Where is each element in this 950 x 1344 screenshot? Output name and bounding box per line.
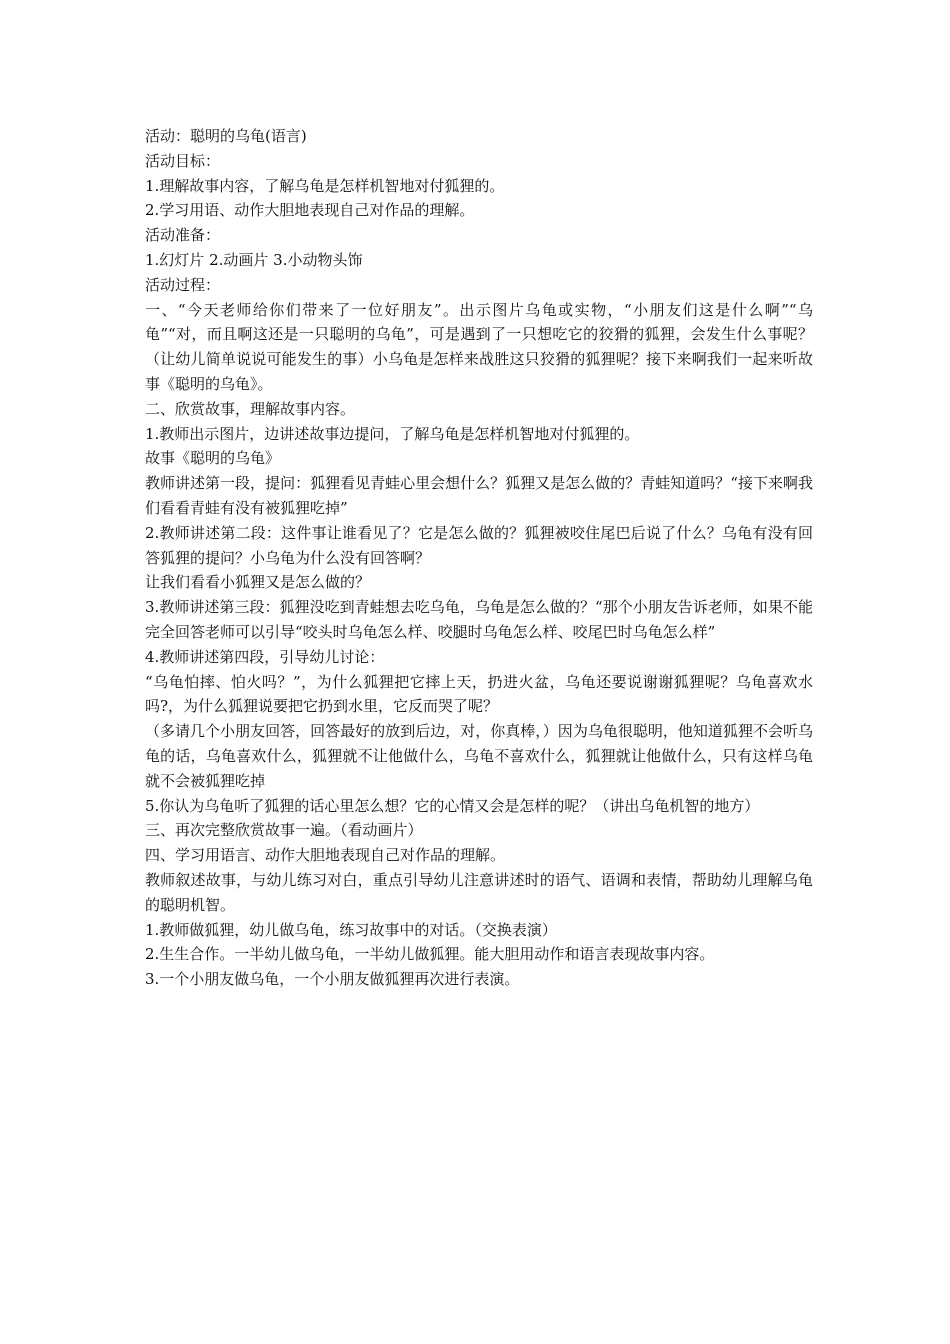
- process-step-4-item-2: 2.生生合作。一半幼儿做乌龟，一半幼儿做狐狸。能大胆用动作和语言表现故事内容。: [145, 945, 715, 964]
- process-step-4-item-3: 3.一个小朋友做乌龟，一个小朋友做狐狸再次进行表演。: [145, 970, 520, 989]
- discussion-answer: （多请几个小朋友回答，回答最好的放到后边，对，你真棒，）因为乌龟很聪明，他知道狐狸不会听乌龟的话，乌龟喜欢什么，狐狸就不让他做什么，乌龟不喜欢什么，狐狸就让他做什么，只有这样乌龟就不会被狐狸吃掉: [145, 722, 813, 790]
- goal-item-2: 2.学习用语、动作大胆地表现自己对作品的理解。: [145, 201, 475, 220]
- story-part-2: 2.教师讲述第二段：这件事让谁看见了？它是怎么做的？狐狸被咬住尾巴后说了什么？乌龟有没有回答狐狸的提问？小乌龟为什么没有回答啊？: [145, 523, 813, 567]
- story-part-1: 教师讲述第一段，提问：狐狸看见青蛙心里会想什么？狐狸又是怎么做的？青蛙知道吗？“接下来啊我们看看青蛙有没有被狐狸吃掉”: [145, 474, 813, 517]
- process-step-2-item-1: 1.教师出示图片，边讲述故事边提问，了解乌龟是怎样机智地对付狐狸的。: [145, 424, 640, 443]
- document-body: [145, 124, 813, 992]
- section-heading-preparation: 活动准备：: [145, 226, 221, 245]
- process-step-2-item-5: 5.你认为乌龟听了狐狸的话心里怎么想？它的心情又会是怎样的呢？（讲出乌龟机智的地方）: [145, 796, 760, 815]
- discussion-question: “乌龟怕摔、怕火吗？”，为什么狐狸把它摔上天，扔进火盆，乌龟还要说谢谢狐狸呢？乌龟喜欢水吗?，为什么狐狸说要把它扔到水里，它反而哭了呢？: [145, 672, 813, 716]
- section-heading-process: 活动过程：: [145, 275, 221, 294]
- process-step-1: 一、“今天老师给你们带来了一位好朋友”。出示图片乌龟或实物，“小朋友们这是什么啊”“乌龟”“对，而且啊这还是一只聪明的乌龟”，可是遇到了一只想吃它的狡猾的狐狸，会发生什么事呢？（让幼儿简单说说可能发生的事）小乌龟是怎样来战胜这只狡猾的狐狸呢？接下来啊我们一起来听故事《聪明的乌龟》。: [145, 300, 813, 393]
- preparation-items: 1.幻灯片 2.动画片 3.小动物头饰: [145, 250, 363, 269]
- section-heading-goals: 活动目标：: [145, 151, 221, 170]
- process-step-3: 三、再次完整欣赏故事一遍。（看动画片）: [145, 821, 423, 840]
- process-step-4-intro: 教师叙述故事，与幼儿练习对白，重点引导幼儿注意讲述时的语气、语调和表情，帮助幼儿理解乌龟的聪明机智。: [145, 870, 813, 914]
- activity-title: 活动：聪明的乌龟(语言): [145, 127, 307, 145]
- story-title: 故事《聪明的乌龟》: [145, 449, 281, 468]
- story-part-2-followup: 让我们看看小狐狸又是怎么做的？: [145, 573, 371, 592]
- story-part-4: 4.教师讲述第四段，引导幼儿讨论：: [145, 647, 385, 666]
- process-step-4-heading: 四、学习用语言、动作大胆地表现自己对作品的理解。: [145, 846, 506, 865]
- process-step-4-item-1: 1.教师做狐狸，幼儿做乌龟，练习故事中的对话。（交换表演）: [145, 920, 557, 939]
- goal-item-1: 1.理解故事内容，了解乌龟是怎样机智地对付狐狸的。: [145, 176, 505, 195]
- story-part-3: 3.教师讲述第三段：狐狸没吃到青蛙想去吃乌龟，乌龟是怎么做的？“那个小朋友告诉老师，如果不能完全回答老师可以引导“咬头时乌龟怎么样、咬腿时乌龟怎么样、咬尾巴时乌龟怎么样”: [145, 598, 813, 641]
- process-step-2-heading: 二、欣赏故事，理解故事内容。: [145, 399, 356, 418]
